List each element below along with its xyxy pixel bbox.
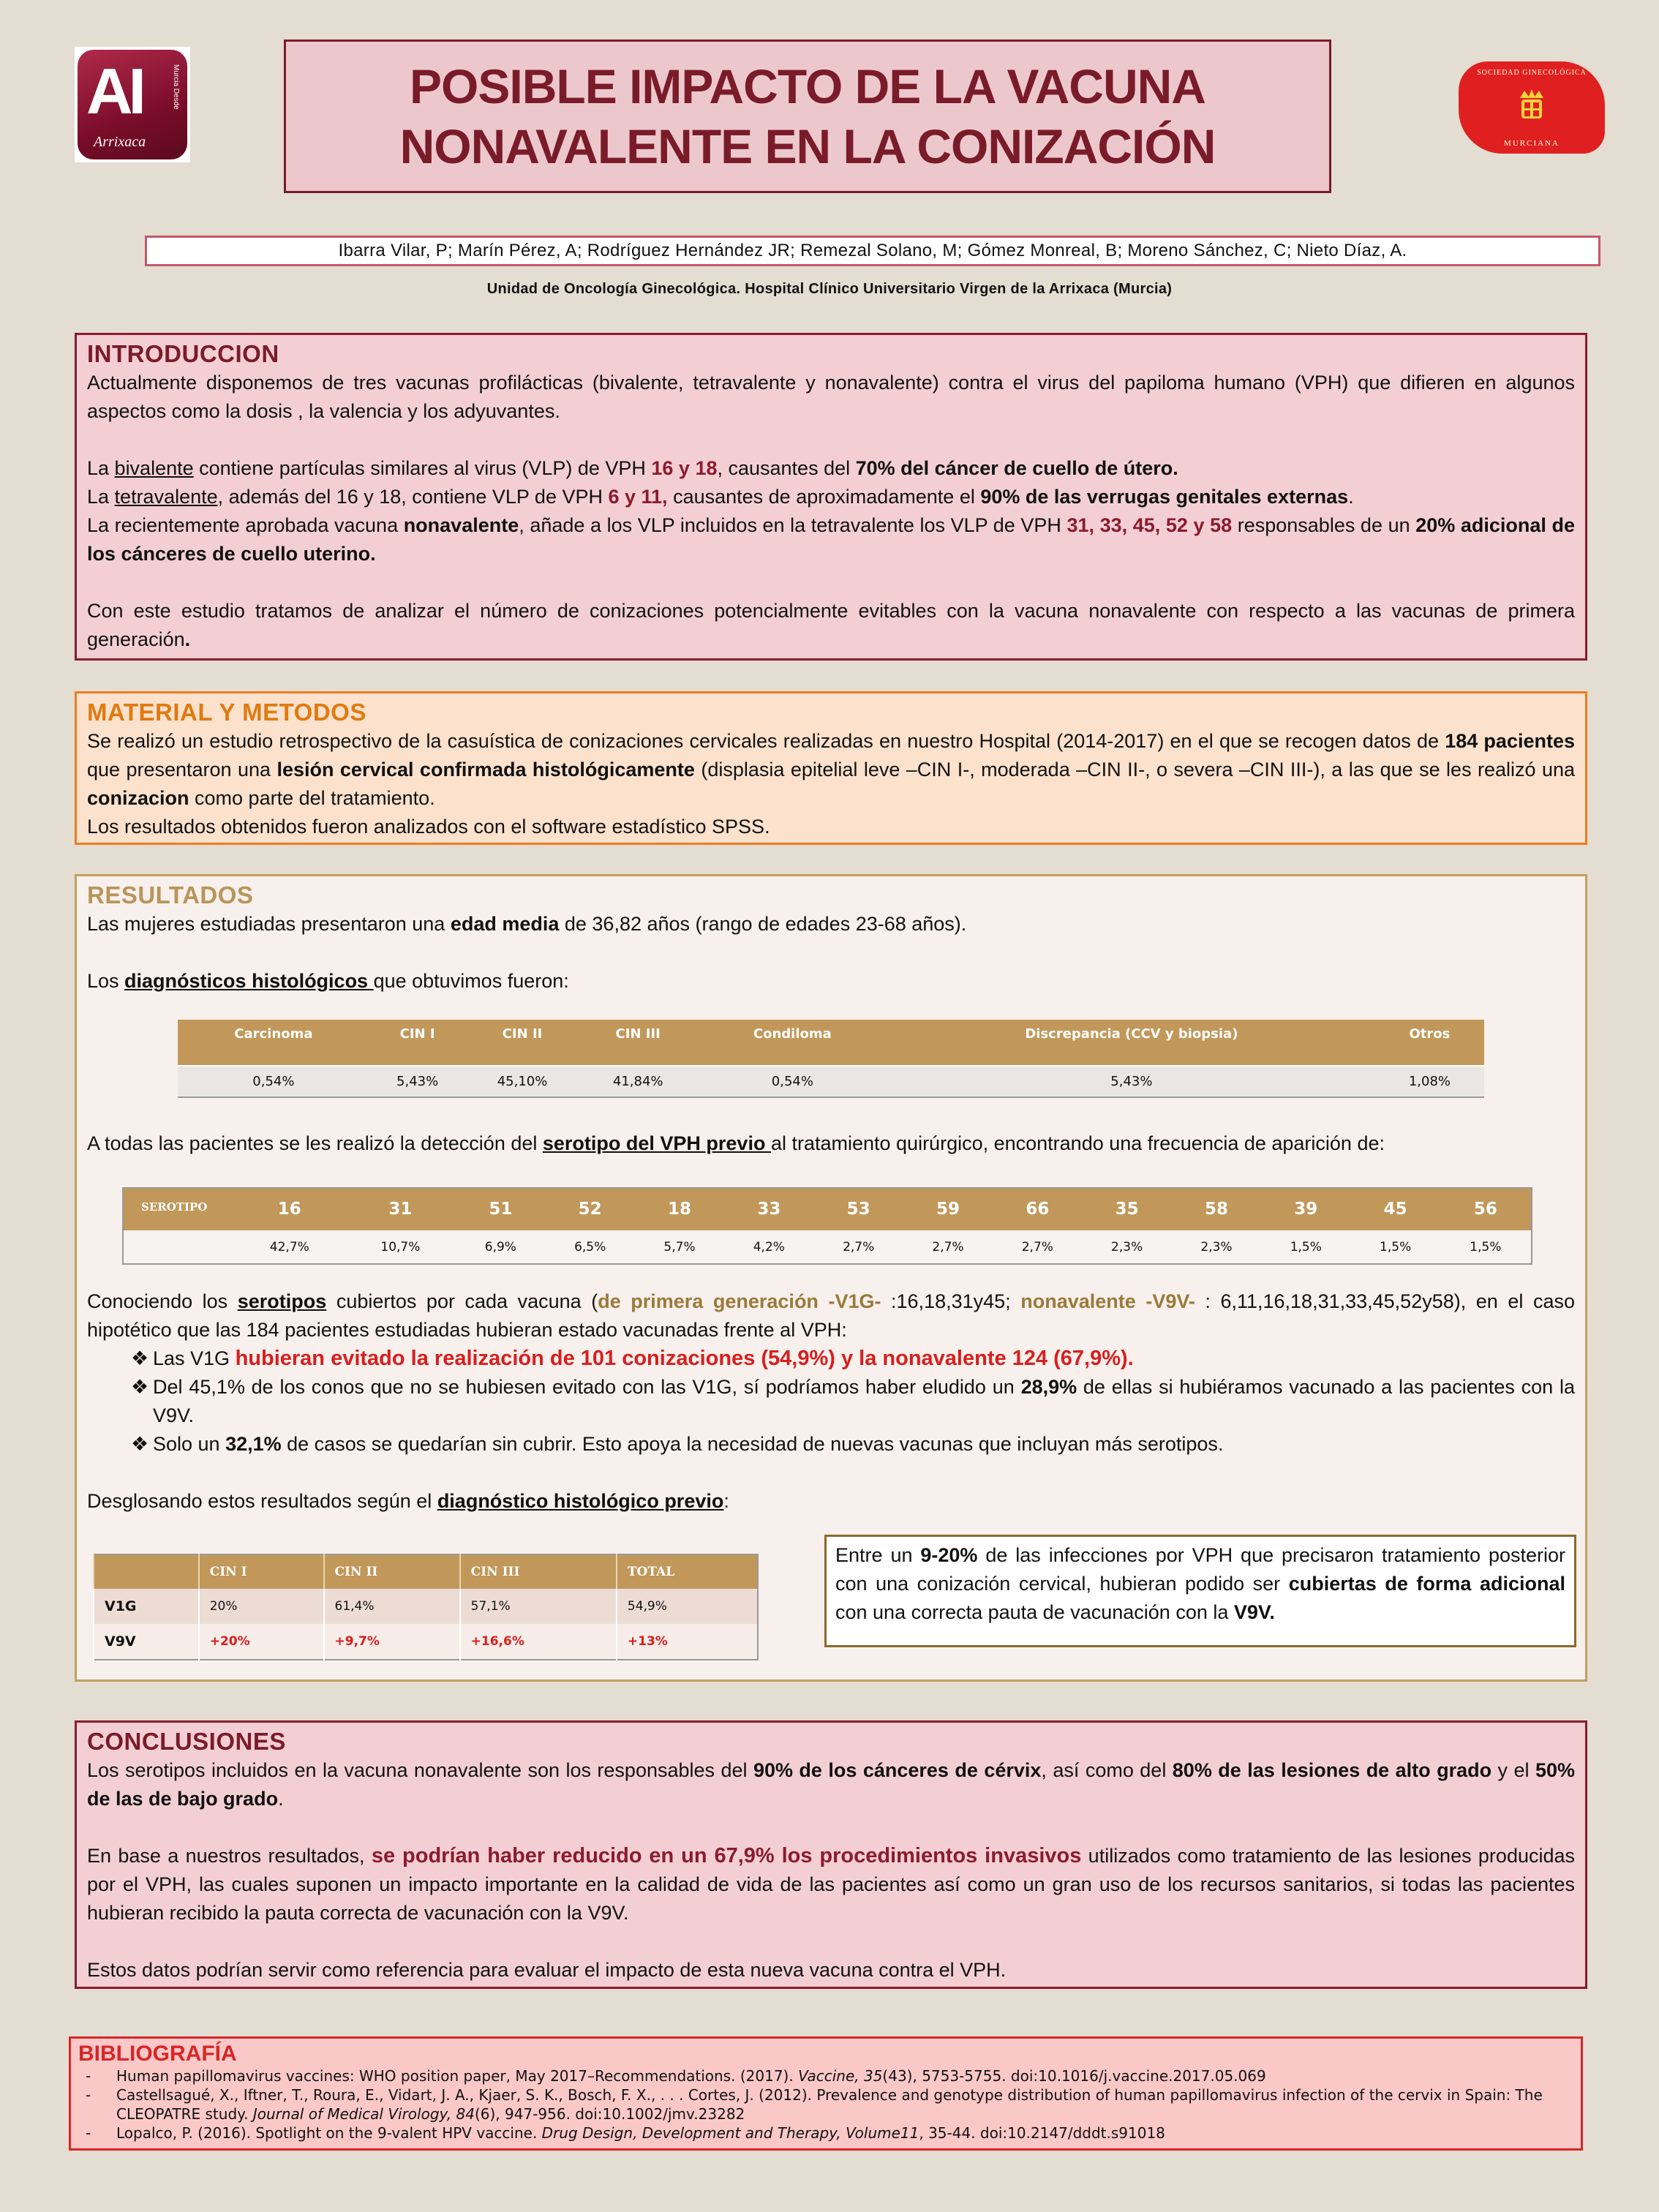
conclusions-paragraph-2: En base a nuestros resultados, se podrían haber reducido en un 67,9% los procedimientos invasivos utilizados como tratamiento de las lesiones producidas por el VPH, las cuales suponen un impacto importante en la calidad de vida de las pacientes así como un gran uso de los recursos sanitarios, si todas las pacientes hubieran recibido la pauta correcta de vacunación con la V9V. — [87, 1844, 1576, 1924]
bibliography-heading: BIBLIOGRAFÍA — [78, 2042, 237, 2066]
diagnosis-header-cell: Condiloma — [697, 1020, 888, 1066]
serotype-header-cell: 16 — [234, 1188, 345, 1230]
logo-sgm-top-text: SOCIEDAD GINECOLÓGICA — [1477, 69, 1587, 77]
diagnosis-value-cell: 45,10% — [465, 1066, 579, 1097]
v1g-value-cell: 61,4% — [324, 1589, 460, 1624]
serotype-label: SEROTIPO — [123, 1188, 234, 1230]
affiliation: Unidad de Oncología Ginecológica. Hospital Clínico Universitario Virgen de la Arrixaca (Murcia) — [486, 281, 1173, 297]
diagnosis-header-cell: CIN I — [369, 1020, 466, 1066]
v9v-value-cell: +9,7% — [324, 1624, 460, 1660]
serotype-value-cell: 6,5% — [546, 1230, 635, 1264]
serotype-header-cell: 59 — [903, 1188, 993, 1230]
vaccine-header-cell: CIN I — [199, 1554, 324, 1589]
diagnosis-header-cell: Carcinoma — [178, 1020, 369, 1066]
serotype-value-cell: 42,7% — [234, 1230, 345, 1264]
diamond-bullet-icon: ❖ — [131, 1347, 149, 1369]
serotype-header-cell: 66 — [993, 1188, 1082, 1230]
vaccine-header-cell — [94, 1554, 199, 1589]
sociedad-ginecologica-logo — [1459, 61, 1605, 154]
intro-paragraph-2: La bivalente contiene partículas similares al virus (VLP) de VPH 16 y 18, causantes del 70% del cáncer de cuello de útero. — [87, 457, 1178, 479]
bullet-1: ❖ Las V1G hubieran evitado la realización de 101 conizaciones (54,9%) y la nonavalente 124 (67,9%). — [131, 1344, 1575, 1373]
v1g-value-cell: 20% — [199, 1589, 324, 1624]
reference-3: - Lopalco, P. (2016). Spotlight on the 9-valent HPV vaccine. Drug Design, Development and Therapy, Volume11, 35-44. doi:10.2147/dddt.s91018 — [86, 2124, 1165, 2142]
reference-2: - Castellsagué, X., Iftner, T., Roura, E., Vidart, J. A., Kjaer, S. K., Bosch, F. X., . . . Cortes, J. (2012). Prevalence and genotype distribution of human papillomavirus infection of the cervix in Spain: The CLEOPATRE study. Journal of Medical Virology, 84(6), 947-956. doi:10.1002/jmv.23282 — [86, 2086, 1543, 2123]
logo-arrixaca-text: Arrixaca — [94, 134, 146, 150]
methods-paragraph-1: Se realizó un estudio retrospectivo de la casuística de conizaciones cervicales realizadas en nuestro Hospital (2014-2017) en el que se recogen datos de 184 pacientes que presentaron una lesión cervical confirmada histológicamente (displasia epitelial leve –CIN I-, moderada –CIN II-, o severa –CIN III-), a las que se les realizó una conizacion como parte del tratamiento. — [87, 730, 1575, 809]
title-line-1: POSIBLE IMPACTO DE LA VACUNA — [410, 59, 1205, 113]
results-bullets — [87, 1344, 1575, 1459]
serotype-header-cell: 33 — [724, 1188, 813, 1230]
results-breakdown-intro: Desglosando estos resultados según el diagnóstico histológico previo: — [87, 1490, 729, 1512]
vaccine-coverage-table — [93, 1554, 759, 1660]
poster-title-box — [284, 40, 1331, 193]
diagnosis-value-cell: 41,84% — [579, 1066, 697, 1097]
bullet-3: ❖ Solo un 32,1% de casos se quedarían sin cubrir. Esto apoya la necesidad de nuevas vacunas que incluyan más serotipos. — [131, 1430, 1575, 1459]
serotype-value-cell: 2,3% — [1172, 1230, 1261, 1264]
serotype-header-cell: 35 — [1082, 1188, 1171, 1230]
section-conclusiones — [75, 1720, 1587, 1989]
serotype-header-cell: 18 — [635, 1188, 724, 1230]
serotype-value-cell: 2,7% — [814, 1230, 903, 1264]
results-known-serotypes: Conociendo los serotipos cubiertos por cada vacuna (de primera generación -V1G- :16,18,31y45; nonavalente -V9V- : 6,11,16,18,31,33,45,52y58), en el caso hipotético que las 184 pacientes estudiadas hubieran estado vacunadas frente al VPH: — [87, 1290, 1575, 1341]
serotype-value-cell: 10,7% — [345, 1230, 456, 1264]
diagnosis-header-cell: Discrepancia (CCV y biopsia) — [888, 1020, 1375, 1066]
diagnosis-value-cell: 1,08% — [1375, 1066, 1484, 1097]
diagnosis-value-cell: 5,43% — [369, 1066, 466, 1097]
results-serotype-intro: A todas las pacientes se les realizó la detección del serotipo del VPH previo al tratamiento quirúrgico, encontrando una frecuencia de aparición de: — [87, 1132, 1385, 1154]
diamond-bullet-icon: ❖ — [131, 1376, 149, 1398]
v9v-value-cell: +20% — [199, 1624, 324, 1660]
v1g-value-cell: 54,9% — [617, 1589, 758, 1624]
methods-paragraph-2: Los resultados obtenidos fueron analizados con el software estadístico SPSS. — [87, 816, 770, 838]
logo-side-text: Murcia Desde — [172, 64, 180, 110]
section-bibliografia — [69, 2036, 1583, 2151]
diagnosis-header-cell: Otros — [1375, 1020, 1484, 1066]
serotype-value-cell: 5,7% — [635, 1230, 724, 1264]
diagnosis-header-cell: CIN II — [465, 1020, 579, 1066]
vaccine-header-cell: TOTAL — [617, 1554, 758, 1589]
results-age: Las mujeres estudiadas presentaron una edad media de 36,82 años (rango de edades 23-68 años). — [87, 913, 967, 935]
vaccine-header-cell: CIN III — [460, 1554, 617, 1589]
vaccine-header-cell: CIN II — [324, 1554, 460, 1589]
serotype-value-cell: 1,5% — [1350, 1230, 1440, 1264]
conclusions-paragraph-3: Estos datos podrían servir como referencia para evaluar el impacto de esta nueva vacuna contra el VPH. — [87, 1959, 1007, 1981]
v9v-value-cell: +16,6% — [460, 1624, 617, 1660]
authors: Ibarra Vilar, P; Marín Pérez, A; Rodríguez Hernández JR; Remezal Solano, M; Gómez Monreal, B; Moreno Sánchez, C; Nieto Díaz, A. — [145, 236, 1600, 266]
v1g-row-label: V1G — [94, 1589, 199, 1624]
serotype-value-cell: 1,5% — [1261, 1230, 1350, 1264]
reference-1: - Human papillomavirus vaccines: WHO position paper, May 2017–Recommendations. (2017). Vaccine, 35(43), 5753-5755. doi:10.1016/j.vaccine.2017.05.069 — [86, 2067, 1266, 2085]
results-heading: RESULTADOS — [87, 881, 254, 908]
serotype-value-cell: 2,7% — [903, 1230, 993, 1264]
serotype-table — [122, 1187, 1532, 1265]
intro-paragraph-1: Actualmente disponemos de tres vacunas profilácticas (bivalente, tetravalente y nonavalente) contra el virus del papiloma humano (VPH) que difieren en algunos aspectos como la dosis , la valencia y los adyuvantes. — [87, 372, 1575, 422]
bullet-2: ❖ Del 45,1% de los conos que no se hubiesen evitado con las V1G, sí podríamos haber eludido un 28,9% de ellas si hubiéramos vacunado a las pacientes con la V9V. — [131, 1373, 1575, 1430]
diamond-bullet-icon: ❖ — [131, 1433, 149, 1455]
serotype-blank-cell — [123, 1230, 234, 1264]
logo-ai-text: AI — [86, 55, 142, 127]
logo-sgm-bottom-text: MURCIANA — [1504, 139, 1560, 148]
v9v-value-cell: +13% — [617, 1624, 758, 1660]
section-introduccion — [75, 333, 1587, 661]
serotype-value-cell: 2,3% — [1082, 1230, 1171, 1264]
intro-paragraph-3: La tetravalente, además del 16 y 18, contiene VLP de VPH 6 y 11, causantes de aproximadamente el 90% de las verrugas genitales externas. — [87, 486, 1354, 508]
methods-heading: MATERIAL Y METODOS — [87, 699, 366, 726]
poster-title — [400, 56, 1216, 176]
diagnosis-value-cell: 0,54% — [697, 1066, 888, 1097]
section-material-metodos — [75, 691, 1587, 845]
arrixaca-logo — [75, 47, 190, 162]
results-diag-intro: Los diagnósticos histológicos que obtuvimos fueron: — [87, 970, 569, 992]
serotype-header-cell: 51 — [456, 1188, 545, 1230]
diagnosis-value-cell: 0,54% — [178, 1066, 369, 1097]
conclusions-heading: CONCLUSIONES — [87, 1728, 286, 1755]
serotype-value-cell: 4,2% — [724, 1230, 813, 1264]
crown-icon — [1517, 88, 1546, 121]
serotype-header-cell: 56 — [1440, 1188, 1532, 1230]
v9v-row-label: V9V — [94, 1624, 199, 1660]
section-resultados — [75, 874, 1587, 1682]
intro-paragraph-5: Con este estudio tratamos de analizar el número de conizaciones potencialmente evitables con la vacuna nonavalente con respecto a las vacunas de primera generación. — [87, 600, 1575, 650]
title-line-2: NONAVALENTE EN LA CONIZACIÓN — [399, 119, 1216, 173]
serotype-header-cell: 53 — [814, 1188, 903, 1230]
serotype-header-cell: 52 — [546, 1188, 635, 1230]
intro-paragraph-4: La recientemente aprobada vacuna nonavalente, añade a los VLP incluidos en la tetravalente los VLP de VPH 31, 33, 45, 52 y 58 responsables de un 20% adicional de los cánceres de cuello uterino. — [87, 514, 1575, 565]
serotype-value-cell: 2,7% — [993, 1230, 1082, 1264]
serotype-header-cell: 31 — [345, 1188, 456, 1230]
additional-coverage-note: Entre un 9-20% de las infecciones por VPH que precisaron tratamiento posterior con una conización cervical, hubieran podido ser cubiertas de forma adicional con una correcta pauta de vacunación con la V9V. — [824, 1535, 1576, 1647]
serotype-value-cell: 6,9% — [456, 1230, 545, 1264]
diagnosis-value-cell: 5,43% — [888, 1066, 1375, 1097]
conclusions-paragraph-1: Los serotipos incluidos en la vacuna nonavalente son los responsables del 90% de los cánceres de cérvix, así como del 80% de las lesiones de alto grado y el 50% de las de bajo grado. — [87, 1759, 1575, 1810]
serotype-header-cell: 58 — [1172, 1188, 1261, 1230]
v1g-value-cell: 57,1% — [460, 1589, 617, 1624]
diagnosis-table — [178, 1020, 1484, 1098]
intro-heading: INTRODUCCION — [87, 340, 279, 367]
serotype-header-cell: 39 — [1261, 1188, 1350, 1230]
serotype-header-cell: 45 — [1350, 1188, 1440, 1230]
serotype-value-cell: 1,5% — [1440, 1230, 1532, 1264]
diagnosis-header-cell: CIN III — [579, 1020, 697, 1066]
